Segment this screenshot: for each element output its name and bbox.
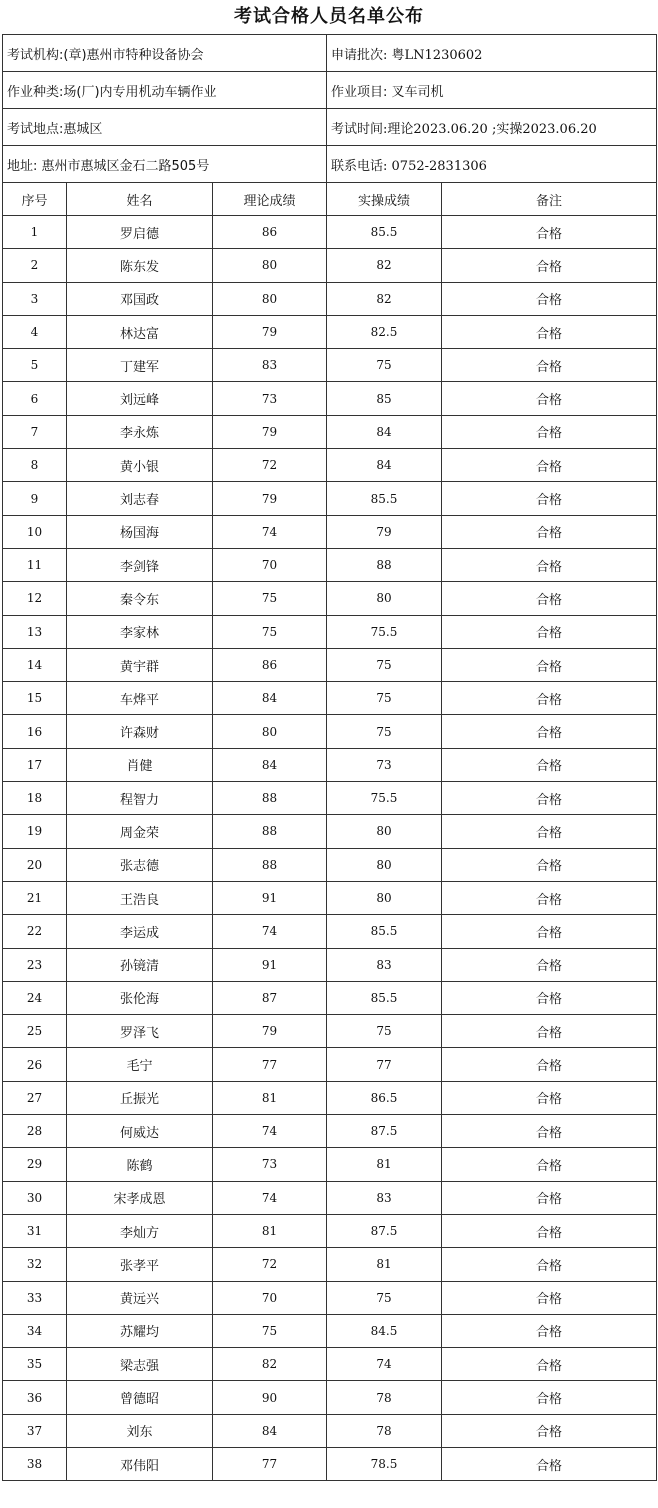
practice-score: 86.5 (327, 1081, 442, 1114)
remark: 合格 (442, 1314, 657, 1347)
remark: 合格 (442, 1081, 657, 1114)
remark: 合格 (442, 748, 657, 781)
person-name: 黄宇群 (67, 648, 213, 681)
person-name: 陈东发 (67, 249, 213, 282)
person-name: 李灿方 (67, 1214, 213, 1247)
theory-score: 88 (213, 815, 327, 848)
theory-score: 80 (213, 249, 327, 282)
row-index: 29 (3, 1148, 67, 1181)
person-name: 曾德昭 (67, 1381, 213, 1414)
theory-score: 70 (213, 548, 327, 581)
row-index: 8 (3, 449, 67, 482)
practice-score: 75 (327, 1281, 442, 1314)
row-index: 31 (3, 1214, 67, 1247)
table-row (3, 1447, 657, 1480)
theory-score: 81 (213, 1214, 327, 1247)
row-index: 11 (3, 548, 67, 581)
practice-score: 80 (327, 881, 442, 914)
person-name: 李剑锋 (67, 548, 213, 581)
practice-score: 85.5 (327, 216, 442, 249)
practice-score: 88 (327, 548, 442, 581)
remark: 合格 (442, 216, 657, 249)
theory-score: 74 (213, 915, 327, 948)
row-index: 21 (3, 881, 67, 914)
table-row (3, 515, 657, 548)
practice-score: 75 (327, 349, 442, 382)
practice-score: 85.5 (327, 482, 442, 515)
theory-score: 79 (213, 1015, 327, 1048)
practice-score: 75 (327, 1015, 442, 1048)
table-row (3, 1248, 657, 1281)
person-name: 陈鹤 (67, 1148, 213, 1181)
row-index: 7 (3, 415, 67, 448)
row-index: 1 (3, 216, 67, 249)
theory-score: 87 (213, 981, 327, 1014)
theory-score: 74 (213, 1115, 327, 1148)
remark: 合格 (442, 682, 657, 715)
row-index: 6 (3, 382, 67, 415)
row-index: 16 (3, 715, 67, 748)
table-row (3, 848, 657, 881)
table-row (3, 216, 657, 249)
row-index: 36 (3, 1381, 67, 1414)
remark: 合格 (442, 1414, 657, 1447)
table-row (3, 1081, 657, 1114)
practice-score: 78.5 (327, 1447, 442, 1480)
remark: 合格 (442, 382, 657, 415)
practice-score: 80 (327, 848, 442, 881)
person-name: 许森财 (67, 715, 213, 748)
table-row (3, 1214, 657, 1247)
row-index: 28 (3, 1115, 67, 1148)
theory-score: 75 (213, 1314, 327, 1347)
practice-score: 74 (327, 1348, 442, 1381)
row-index: 26 (3, 1048, 67, 1081)
theory-score: 88 (213, 782, 327, 815)
row-index: 3 (3, 282, 67, 315)
row-index: 25 (3, 1015, 67, 1048)
practice-score: 84 (327, 415, 442, 448)
table-row (3, 249, 657, 282)
theory-score: 74 (213, 515, 327, 548)
row-index: 19 (3, 815, 67, 848)
row-index: 4 (3, 315, 67, 348)
remark: 合格 (442, 1214, 657, 1247)
remark: 合格 (442, 548, 657, 581)
table-row (3, 881, 657, 914)
table-row (3, 1148, 657, 1181)
column-header-index: 序号 (3, 183, 67, 216)
person-name: 孙镜清 (67, 948, 213, 981)
remark: 合格 (442, 1281, 657, 1314)
table-row (3, 349, 657, 382)
person-name: 罗启德 (67, 216, 213, 249)
theory-score: 73 (213, 382, 327, 415)
person-name: 刘东 (67, 1414, 213, 1447)
table-row (3, 748, 657, 781)
results-table (2, 34, 657, 1481)
row-index: 17 (3, 748, 67, 781)
row-index: 37 (3, 1414, 67, 1447)
row-index: 10 (3, 515, 67, 548)
practice-score: 85.5 (327, 981, 442, 1014)
info-row (3, 35, 657, 72)
theory-score: 84 (213, 1414, 327, 1447)
remark: 合格 (442, 1048, 657, 1081)
table-row (3, 615, 657, 648)
person-name: 黄远兴 (67, 1281, 213, 1314)
remark: 合格 (442, 282, 657, 315)
theory-score: 72 (213, 449, 327, 482)
practice-score: 73 (327, 748, 442, 781)
practice-score: 79 (327, 515, 442, 548)
person-name: 杨国海 (67, 515, 213, 548)
table-row (3, 415, 657, 448)
practice-score: 82 (327, 282, 442, 315)
practice-score: 84.5 (327, 1314, 442, 1347)
theory-score: 79 (213, 315, 327, 348)
theory-score: 90 (213, 1381, 327, 1414)
person-name: 李家林 (67, 615, 213, 648)
person-name: 宋孝成恩 (67, 1181, 213, 1214)
practice-score: 78 (327, 1414, 442, 1447)
column-header-practice-score: 实操成绩 (327, 183, 442, 216)
table-row (3, 1348, 657, 1381)
remark: 合格 (442, 915, 657, 948)
table-row (3, 1381, 657, 1414)
theory-score: 75 (213, 615, 327, 648)
remark: 合格 (442, 1181, 657, 1214)
theory-score: 81 (213, 1081, 327, 1114)
table-row (3, 1048, 657, 1081)
table-row (3, 1414, 657, 1447)
row-index: 35 (3, 1348, 67, 1381)
person-name: 程智力 (67, 782, 213, 815)
practice-score: 75 (327, 715, 442, 748)
table-row (3, 282, 657, 315)
practice-score: 78 (327, 1381, 442, 1414)
theory-score: 86 (213, 216, 327, 249)
theory-score: 75 (213, 582, 327, 615)
info-row (3, 109, 657, 146)
work-category: 作业种类:场(厂)内专用机动车辆作业 (3, 72, 327, 109)
theory-score: 79 (213, 415, 327, 448)
person-name: 张志德 (67, 848, 213, 881)
person-name: 李永炼 (67, 415, 213, 448)
info-row (3, 72, 657, 109)
remark: 合格 (442, 449, 657, 482)
row-index: 30 (3, 1181, 67, 1214)
remark: 合格 (442, 848, 657, 881)
exam-time: 考试时间:理论2023.06.20 ;实操2023.06.20 (327, 109, 657, 146)
remark: 合格 (442, 881, 657, 914)
remark: 合格 (442, 1115, 657, 1148)
person-name: 何威达 (67, 1115, 213, 1148)
person-name: 车烨平 (67, 682, 213, 715)
practice-score: 84 (327, 449, 442, 482)
info-row (3, 146, 657, 183)
practice-score: 85 (327, 382, 442, 415)
theory-score: 80 (213, 715, 327, 748)
person-name: 李运成 (67, 915, 213, 948)
theory-score: 82 (213, 1348, 327, 1381)
table-row (3, 948, 657, 981)
theory-score: 91 (213, 881, 327, 914)
remark: 合格 (442, 582, 657, 615)
remark: 合格 (442, 948, 657, 981)
table-row (3, 1015, 657, 1048)
person-name: 张孝平 (67, 1248, 213, 1281)
table-row (3, 815, 657, 848)
person-name: 梁志强 (67, 1348, 213, 1381)
remark: 合格 (442, 981, 657, 1014)
person-name: 邓伟阳 (67, 1447, 213, 1480)
remark: 合格 (442, 415, 657, 448)
remark: 合格 (442, 648, 657, 681)
practice-score: 77 (327, 1048, 442, 1081)
table-row (3, 981, 657, 1014)
contact-phone: 联系电话: 0752-2831306 (327, 146, 657, 183)
person-name: 肖健 (67, 748, 213, 781)
theory-score: 73 (213, 1148, 327, 1181)
practice-score: 82.5 (327, 315, 442, 348)
person-name: 苏耀均 (67, 1314, 213, 1347)
column-header-remark: 备注 (442, 183, 657, 216)
person-name: 丘振光 (67, 1081, 213, 1114)
remark: 合格 (442, 249, 657, 282)
practice-score: 85.5 (327, 915, 442, 948)
practice-score: 80 (327, 815, 442, 848)
remark: 合格 (442, 315, 657, 348)
row-index: 20 (3, 848, 67, 881)
row-index: 38 (3, 1447, 67, 1480)
exam-org: 考试机构:(章)惠州市特种设备协会 (3, 35, 327, 72)
table-row (3, 382, 657, 415)
theory-score: 70 (213, 1281, 327, 1314)
remark: 合格 (442, 515, 657, 548)
column-header-theory-score: 理论成绩 (213, 183, 327, 216)
theory-score: 77 (213, 1048, 327, 1081)
theory-score: 77 (213, 1447, 327, 1480)
remark: 合格 (442, 1348, 657, 1381)
row-index: 13 (3, 615, 67, 648)
remark: 合格 (442, 782, 657, 815)
practice-score: 87.5 (327, 1115, 442, 1148)
theory-score: 84 (213, 748, 327, 781)
table-row (3, 1115, 657, 1148)
person-name: 张伦海 (67, 981, 213, 1014)
theory-score: 80 (213, 282, 327, 315)
remark: 合格 (442, 815, 657, 848)
remark: 合格 (442, 1447, 657, 1480)
row-index: 34 (3, 1314, 67, 1347)
work-project: 作业项目: 叉车司机 (327, 72, 657, 109)
row-index: 15 (3, 682, 67, 715)
person-name: 丁建军 (67, 349, 213, 382)
practice-score: 82 (327, 249, 442, 282)
remark: 合格 (442, 482, 657, 515)
table-row (3, 315, 657, 348)
row-index: 5 (3, 349, 67, 382)
remark: 合格 (442, 715, 657, 748)
table-row (3, 449, 657, 482)
person-name: 罗泽飞 (67, 1015, 213, 1048)
practice-score: 75.5 (327, 782, 442, 815)
remark: 合格 (442, 1248, 657, 1281)
table-row (3, 482, 657, 515)
remark: 合格 (442, 1381, 657, 1414)
row-index: 2 (3, 249, 67, 282)
practice-score: 87.5 (327, 1214, 442, 1247)
row-index: 18 (3, 782, 67, 815)
practice-score: 75 (327, 682, 442, 715)
table-row (3, 1181, 657, 1214)
practice-score: 83 (327, 1181, 442, 1214)
table-row (3, 782, 657, 815)
theory-score: 88 (213, 848, 327, 881)
table-row (3, 648, 657, 681)
table-row (3, 1314, 657, 1347)
theory-score: 72 (213, 1248, 327, 1281)
remark: 合格 (442, 1148, 657, 1181)
remark: 合格 (442, 615, 657, 648)
page-title: 考试合格人员名单公布 (234, 6, 424, 27)
table-row (3, 682, 657, 715)
person-name: 邓国政 (67, 282, 213, 315)
practice-score: 75 (327, 648, 442, 681)
theory-score: 83 (213, 349, 327, 382)
person-name: 黄小银 (67, 449, 213, 482)
person-name: 王浩良 (67, 881, 213, 914)
practice-score: 83 (327, 948, 442, 981)
person-name: 秦令东 (67, 582, 213, 615)
theory-score: 86 (213, 648, 327, 681)
person-name: 林达富 (67, 315, 213, 348)
theory-score: 79 (213, 482, 327, 515)
address: 地址: 惠州市惠城区金石二路505号 (3, 146, 327, 183)
application-batch: 申请批次: 粤LN1230602 (327, 35, 657, 72)
person-name: 刘远峰 (67, 382, 213, 415)
practice-score: 75.5 (327, 615, 442, 648)
person-name: 刘志春 (67, 482, 213, 515)
table-header-row (3, 183, 657, 216)
column-header-name: 姓名 (67, 183, 213, 216)
practice-score: 81 (327, 1148, 442, 1181)
remark: 合格 (442, 1015, 657, 1048)
remark: 合格 (442, 349, 657, 382)
row-index: 27 (3, 1081, 67, 1114)
row-index: 24 (3, 981, 67, 1014)
theory-score: 74 (213, 1181, 327, 1214)
row-index: 32 (3, 1248, 67, 1281)
row-index: 23 (3, 948, 67, 981)
theory-score: 91 (213, 948, 327, 981)
theory-score: 84 (213, 682, 327, 715)
table-row (3, 1281, 657, 1314)
practice-score: 81 (327, 1248, 442, 1281)
row-index: 9 (3, 482, 67, 515)
table-row (3, 548, 657, 581)
row-index: 14 (3, 648, 67, 681)
row-index: 33 (3, 1281, 67, 1314)
practice-score: 80 (327, 582, 442, 615)
person-name: 毛宁 (67, 1048, 213, 1081)
row-index: 12 (3, 582, 67, 615)
row-index: 22 (3, 915, 67, 948)
exam-location: 考试地点:惠城区 (3, 109, 327, 146)
table-row (3, 582, 657, 615)
table-row (3, 715, 657, 748)
table-row (3, 915, 657, 948)
person-name: 周金荣 (67, 815, 213, 848)
